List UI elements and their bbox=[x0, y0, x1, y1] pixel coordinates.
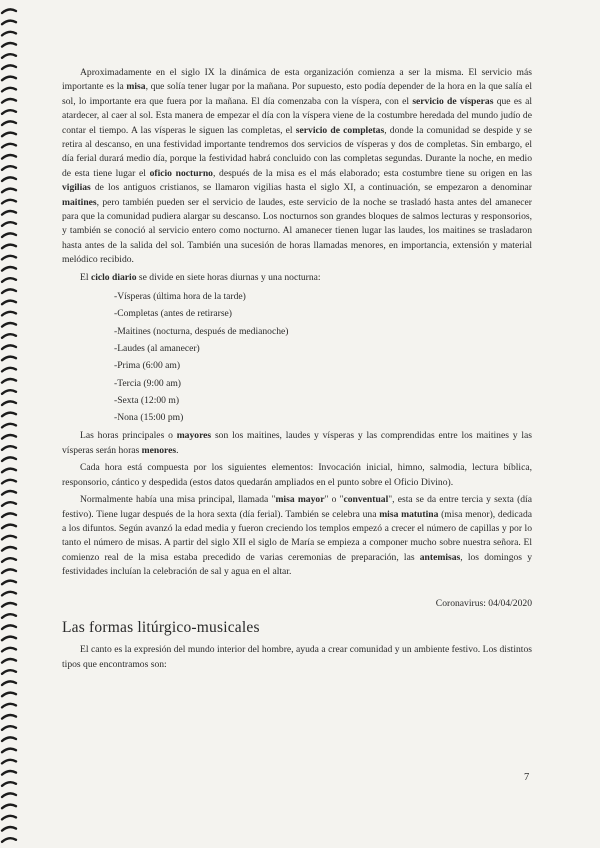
list-item: -Sexta (12:00 m) bbox=[114, 394, 180, 406]
list-item: -Tercia (9:00 am) bbox=[114, 377, 181, 389]
binding-coil bbox=[2, 592, 16, 596]
binding-coil bbox=[2, 525, 16, 529]
binding-coil bbox=[2, 581, 16, 585]
binding-coil bbox=[2, 267, 16, 271]
binding-coil bbox=[2, 368, 16, 372]
binding-coil bbox=[2, 54, 16, 58]
binding-coil bbox=[2, 469, 16, 473]
binding-coil bbox=[2, 805, 16, 809]
binding-coil bbox=[2, 301, 16, 305]
binding-coil bbox=[2, 457, 16, 461]
binding-coil bbox=[2, 424, 16, 428]
binding-coil bbox=[2, 121, 16, 125]
binding-coil bbox=[2, 189, 16, 193]
binding-coil bbox=[2, 659, 16, 663]
binding-coil bbox=[2, 379, 16, 383]
binding-coil bbox=[2, 648, 16, 652]
binding-coil bbox=[2, 278, 16, 282]
binding-coil bbox=[2, 614, 16, 618]
binding-coil bbox=[2, 222, 16, 226]
binding-coil bbox=[2, 480, 16, 484]
binding-coil bbox=[2, 737, 16, 741]
binding-coil bbox=[2, 838, 16, 842]
paragraph-major-hours: Las horas principales o mayores son los maitines, laudes y vísperas y las comprendidas entre los maitines y las vísperas serán horas menores. bbox=[62, 430, 532, 456]
list-item: -Maitines (nocturna, después de medianoche) bbox=[114, 325, 289, 337]
binding-coil bbox=[2, 334, 16, 338]
binding-coil bbox=[2, 771, 16, 775]
binding-coil bbox=[2, 177, 16, 181]
binding-coil bbox=[2, 166, 16, 170]
list-item: -Prima (6:00 am) bbox=[114, 360, 181, 372]
binding-coil bbox=[2, 547, 16, 551]
binding-coil bbox=[2, 625, 16, 629]
paragraph-section-intro: El canto es la expresión del mundo interior del hombre, ayuda a crear comunidad y un ambiente festivo. Los distintos tipos que encontramos son: bbox=[62, 644, 532, 670]
binding-coil bbox=[2, 21, 16, 25]
binding-coil bbox=[2, 43, 16, 47]
binding-coil bbox=[2, 390, 16, 394]
binding-coil bbox=[2, 32, 16, 36]
binding-coil bbox=[2, 513, 16, 517]
binding-coil bbox=[2, 401, 16, 405]
paragraph-organization: Aproximadamente en el siglo IX la dinámica de esta organización comienza a ser la misma. El servicio más importante es la misa, que solía tener lugar por la mañana. Por supuesto, esto podía depender de la hora en la que salía el sol, lo importante era que fuera por la mañana. El día comenzaba con la víspera, con el servicio de vísperas que es al atardecer, al caer al sol. Esta manera de empezar el día con la víspera viene de la costumbre heredada del mundo judío de contar el tiempo. A las vísperas le siguen las completas, el servicio de completas, donde la comunidad se despide y se retira al descanso, en una festividad importante tendremos dos servicios de vísperas y dos de completas. Sin embargo, el día ferial durará medio día, porque la festividad habrá concluido con las completas segundas. Durante la noche, en medio de esta tiene lugar el oficio nocturno, después de la misa es el más elaborado; esta costumbre tiene su origen en las vigilias de los antiguos cristianos, se llamaron vigilias hasta el siglo XI, a continuación, se empezaron a denominar maitines, pero también pueden ser el servicio de laudes, este servicio de la noche se trasladó hasta antes del amanecer para que la comunidad pudiera alargar su descanso. Los nocturnos son grandes bloques de salmos lecturas y responsorios, y también se conoció al servicio entero como nocturno. Al amanecer tienen lugar las laudes, los maitines se trasladaron hasta antes de la salida del sol. También una sucesión de horas llamadas menores, en importancia, extensión y material melódico recibido. bbox=[62, 67, 533, 266]
hours-list bbox=[114, 288, 532, 426]
list-item: -Completas (antes de retirarse) bbox=[114, 308, 233, 320]
list-item: -Nona (15:00 pm) bbox=[114, 412, 184, 424]
binding-coil bbox=[2, 793, 16, 797]
binding-coil bbox=[2, 200, 16, 204]
section-heading: Las formas litúrgico-musicales bbox=[62, 618, 260, 636]
binding-coil bbox=[2, 155, 16, 159]
binding-coil bbox=[2, 816, 16, 820]
binding-coil bbox=[2, 413, 16, 417]
binding-coil bbox=[2, 558, 16, 562]
binding-coil bbox=[2, 536, 16, 540]
binding-coil bbox=[2, 693, 16, 697]
binding-coil bbox=[2, 637, 16, 641]
list-item: -Vísperas (última hora de la tarde) bbox=[114, 291, 246, 303]
paragraph-hour-elements: Cada hora está compuesta por los siguientes elementos: Invocación inicial, himno, salmodia, lectura bíblica, responsorio, cántico y despedida (estos datos quedarán ampliados en el punto sobre el Oficio Divino). bbox=[62, 462, 532, 488]
spiral-binding bbox=[0, 0, 22, 848]
page-number: 7 bbox=[524, 772, 530, 783]
binding-coil bbox=[2, 110, 16, 114]
document-page bbox=[62, 66, 532, 672]
binding-coil bbox=[2, 77, 16, 81]
binding-coil bbox=[2, 99, 16, 103]
binding-coil bbox=[2, 726, 16, 730]
binding-coil bbox=[2, 312, 16, 316]
binding-coil bbox=[2, 491, 16, 495]
binding-coil bbox=[2, 357, 16, 361]
binding-coil bbox=[2, 827, 16, 831]
binding-coil bbox=[2, 502, 16, 506]
paragraph-daily-cycle: El ciclo diario se divide en siete horas diurnas y una nocturna: bbox=[80, 271, 321, 283]
binding-coil bbox=[2, 133, 16, 137]
binding-coil bbox=[2, 681, 16, 685]
binding-coil bbox=[2, 446, 16, 450]
binding-coil bbox=[2, 715, 16, 719]
binding-coil bbox=[2, 144, 16, 148]
binding-coil bbox=[2, 88, 16, 92]
list-item: -Laudes (al amanecer) bbox=[114, 342, 200, 354]
binding-coil bbox=[2, 670, 16, 674]
binding-coil bbox=[2, 245, 16, 249]
binding-coil bbox=[2, 569, 16, 573]
binding-coil bbox=[2, 65, 16, 69]
binding-coil bbox=[2, 9, 16, 13]
binding-coil bbox=[2, 782, 16, 786]
binding-coil bbox=[2, 233, 16, 237]
binding-coil bbox=[2, 345, 16, 349]
binding-coil bbox=[2, 289, 16, 293]
binding-coil bbox=[2, 760, 16, 764]
binding-coil bbox=[2, 749, 16, 753]
binding-coil bbox=[2, 323, 16, 327]
date-stamp: Coronavirus: 04/04/2020 bbox=[435, 597, 532, 609]
paragraph-mass: Normalmente había una misa principal, llamada "misa mayor" o "conventual", esta se da entre tercia y sexta (día festivo). Tiene lugar después de la hora sexta (día ferial). También se celebra una misa matutina (misa menor), dedicada a los difuntos. Según avanzó la edad media y fueron creciendo los templos empezó a crecer el número de capillas y por lo tanto el número de misas. A partir del siglo XII el siglo de María se empieza a componer mucho sobre nuestra señora. El comienzo real de la misa estaba precedido de varias ceremonias de preparación, las antemisas, los domingos y festividades incluían la celebración de sal y agua en el altar. bbox=[62, 494, 532, 578]
binding-coil bbox=[2, 211, 16, 215]
binding-coil bbox=[2, 704, 16, 708]
binding-coil bbox=[2, 256, 16, 260]
binding-coil bbox=[2, 603, 16, 607]
binding-coil bbox=[2, 435, 16, 439]
